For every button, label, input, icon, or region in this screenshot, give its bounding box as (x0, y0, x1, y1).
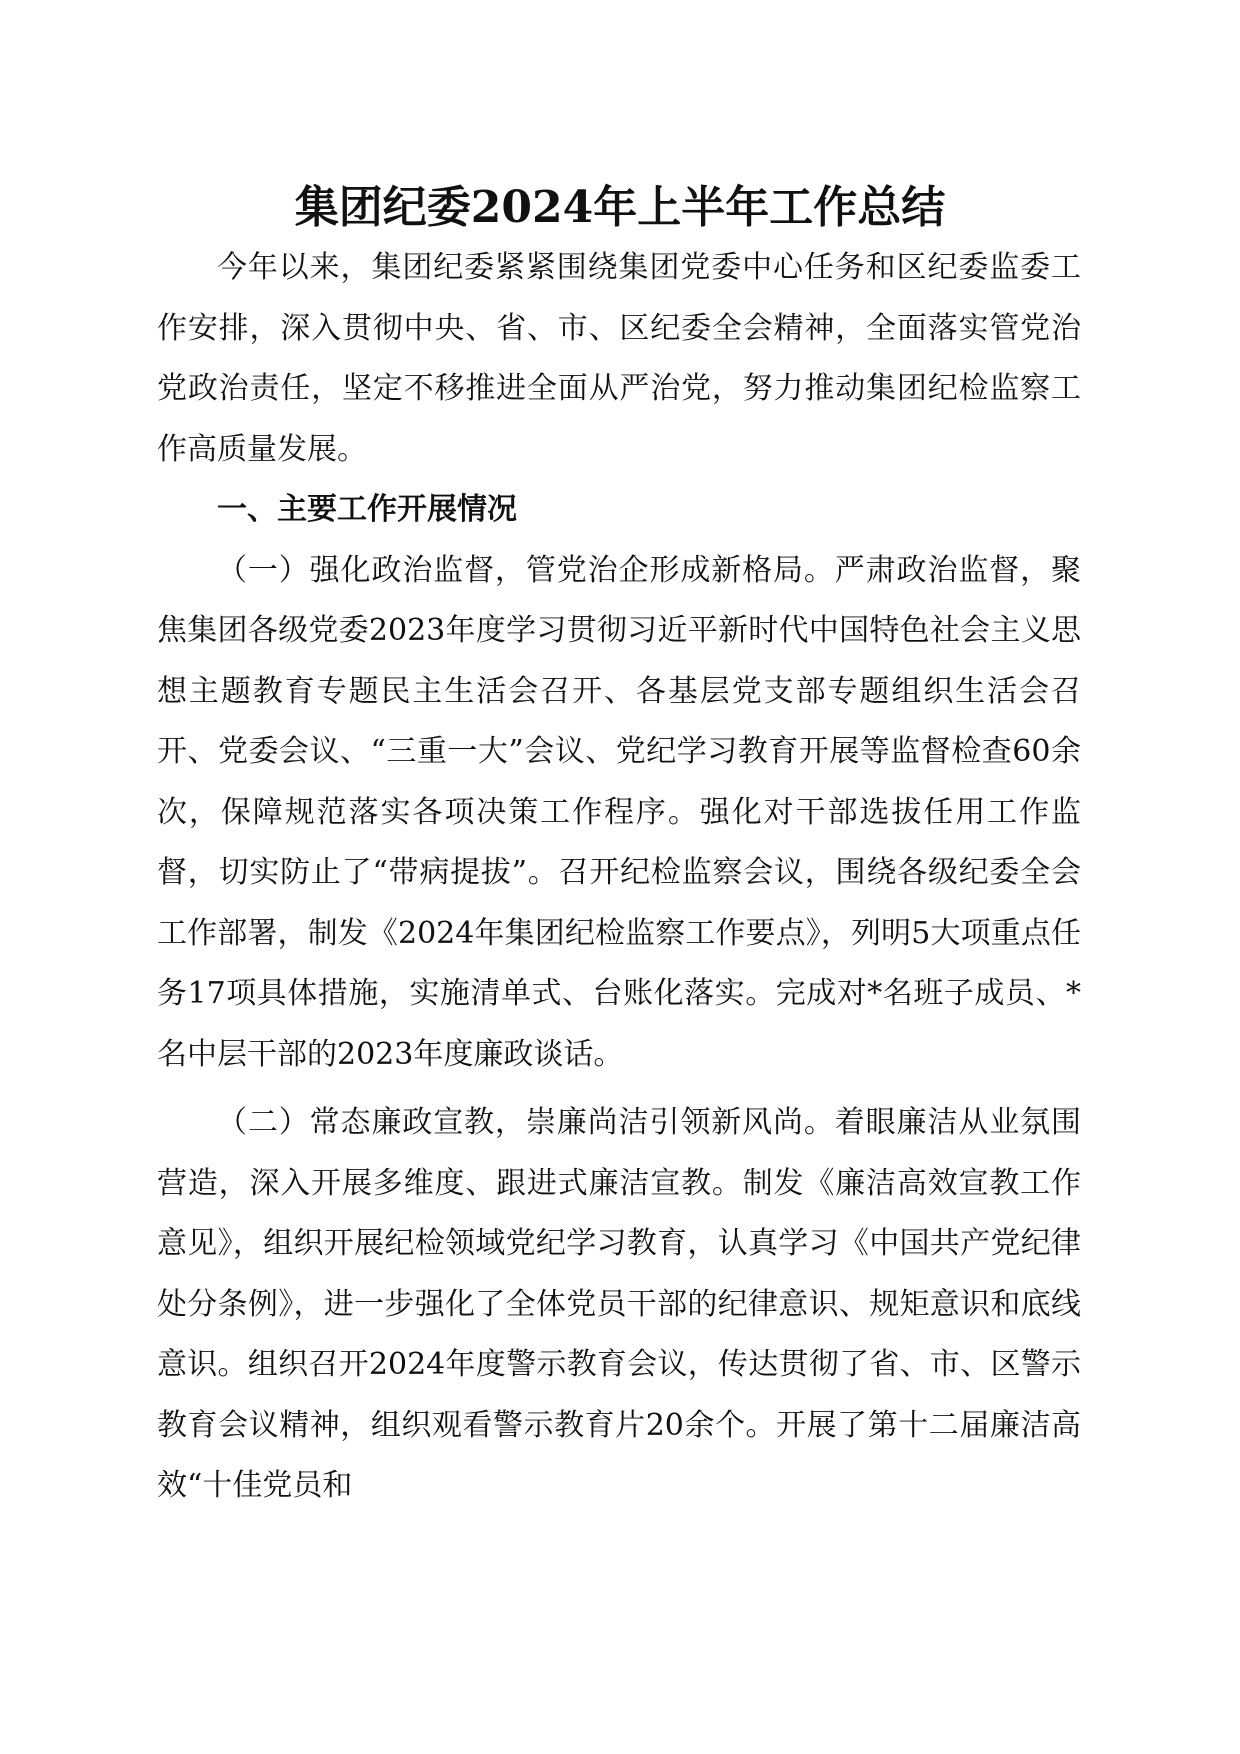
document-title: 集团纪委2024年上半年工作总结 (294, 182, 946, 233)
section-heading: 一、主要工作开展情况 (217, 492, 517, 527)
document-body (157, 238, 1081, 1517)
intro-paragraph: 今年以来，集团纪委紧紧围绕集团党委中心任务和区纪委监委工作安排，深入贯彻中央、省、市、区纪委全会精神，全面落实管党治党政治责任，坚定不移推进全面从严治党，努力推动集团纪检监察工作高质量发展。 (157, 250, 1081, 467)
paragraph-item-1: （一）强化政治监督，管党治企形成新格局。严肃政治监督，聚焦集团各级党委2023年度学习贯彻习近平新时代中国特色社会主义思想主题教育专题民主生活会召开、各基层党支部专题组织生活会召开、党委会议、“三重一大”会议、党纪学习教育开展等监督检查60余次，保障规范落实各项决策工作程序。强化对干部选拔任用工作监督，切实防止了“带病提拔”。召开纪检监察会议，围绕各级纪委全会工作部署，制发《2024年集团纪检监察工作要点》，列明5大项重点任务17项具体措施，实施清单式、台账化落实。完成对*名班子成员、*名中层干部的2023年度廉政谈话。 (157, 552, 1081, 1072)
paragraph-item-2: （二）常态廉政宣教，崇廉尚洁引领新风尚。着眼廉洁从业氛围营造，深入开展多维度、跟进式廉洁宣教。制发《廉洁高效宣教工作意见》，组织开展纪检领域党纪学习教育，认真学习《中国共产党纪律处分条例》，进一步强化了全体党员干部的纪律意识、规矩意识和底线意识。组织召开2024年度警示教育会议，传达贯彻了省、市、区警示教育会议精神，组织观看警示教育片20余个。开展了第十二届廉洁高效“十佳党员和 (157, 1105, 1081, 1503)
